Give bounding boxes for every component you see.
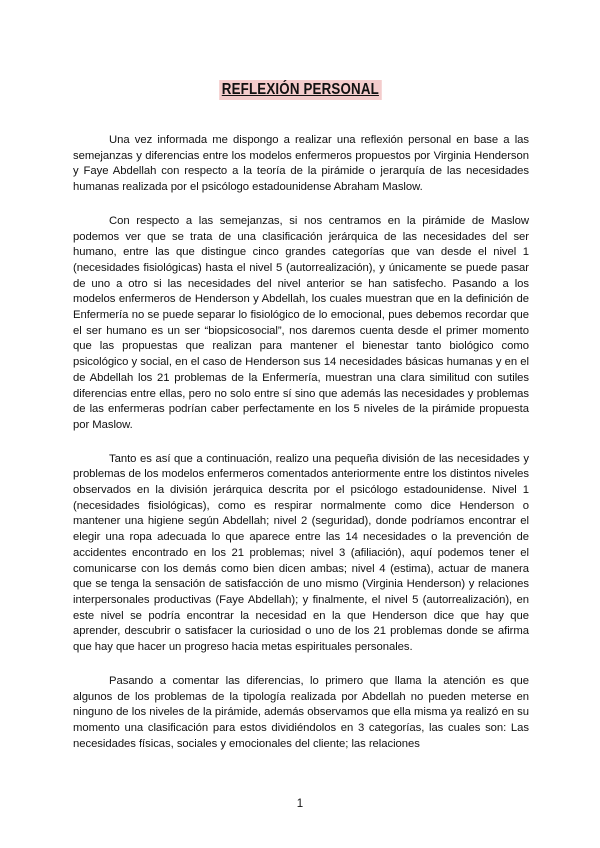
paragraph-differences: Pasando a comentar las diferencias, lo primero que llama la atención es que algunos de los problemas de la tipología realizada por Abdellah no pueden meterse en ninguno de los niveles de la pirámide, además observamos que ella misma ya realizó en su momento una clasificación para estos dividiéndolos en 3 categorías, las cuales son: Las necesidades físicas, sociales y emocionales del cliente; las relaciones xyxy=(73,674,529,750)
page-number: 1 xyxy=(296,798,304,810)
document-body xyxy=(73,133,529,770)
page-title: REFLEXIÓN PERSONAL xyxy=(219,80,381,100)
paragraph-intro: Una vez informada me dispongo a realizar una reflexión personal en base a las semejanzas y diferencias entre los modelos enfermeros propuestos por Virginia Henderson y Faye Abdellah con respecto a la teoría de la pirámide o jerarquía de las necesidades humanas realizada por el psicólogo estadounidense Abraham Maslow. xyxy=(73,134,529,194)
paragraph-levels: Tanto es así que a continuación, realizo una pequeña división de las necesidades y problemas de los modelos enfermeros comentados anteriormente entre los distintos niveles observados en la división jerárquica descrita por el psicólogo estadounidense. Nivel 1 (necesidades fisiológicas), como es respirar normalmente como dice Henderson o mantener una higiene según Abdellah; nivel 2 (seguridad), donde podríamos encontrar el elegir una ropa adecuada lo que aparece entre las 14 necesidades o la prevención de accidentes encontrado en los 21 problemas; nivel 3 (afiliación), aquí podemos tener el comunicarse con los demás como bien dicen ambas; nivel 4 (estima), actuar de manera que se tenga la sensación de satisfacción de uno mismo (Virginia Henderson) y relaciones interpersonales productivas (Faye Abdellah); y finalmente, el nivel 5 (autorrealización), en este nivel se podría encontrar la necesidad en la que Henderson dice que hay que aprender, descubrir o satisfacer la curiosidad o uno de los 21 problemas donde se afirma que hay que hacer un progreso hacia metas espirituales personales. xyxy=(73,452,529,654)
title-container xyxy=(0,80,600,100)
paragraph-similarities: Con respecto a las semejanzas, si nos centramos en la pirámide de Maslow podemos ver que se trata de una clasificación jerárquica de las necesidades del ser humano, entre las que distingue cinco grandes categorías que van desde el nivel 1 (necesidades fisiológicas) hasta el nivel 5 (autorrealización), y únicamente se puede pasar de uno a otro si las necesidades del nivel anterior se han satisfecho. Pasando a los modelos enfermeros de Henderson y Abdellah, los cuales muestran que en la definición de Enfermería no se puede separar lo fisiológico de lo emocional, pues debemos recordar que el ser humano es un ser “biopsicosocial”, nos daremos cuenta desde el primer momento que las propuestas que realizan para mantener el bienestar tanto biológico como psicológico y social, en el caso de Henderson sus 14 necesidades básicas humanas y en el de Abdellah los 21 problemas de la Enfermería, muestran una clara similitud con sutiles diferencias entre ellas, pero no solo entre sí sino que además las necesidades y problemas de las enfermeras podrían caber perfectamente en los 5 niveles de la pirámide propuesta por Maslow. xyxy=(73,214,529,431)
